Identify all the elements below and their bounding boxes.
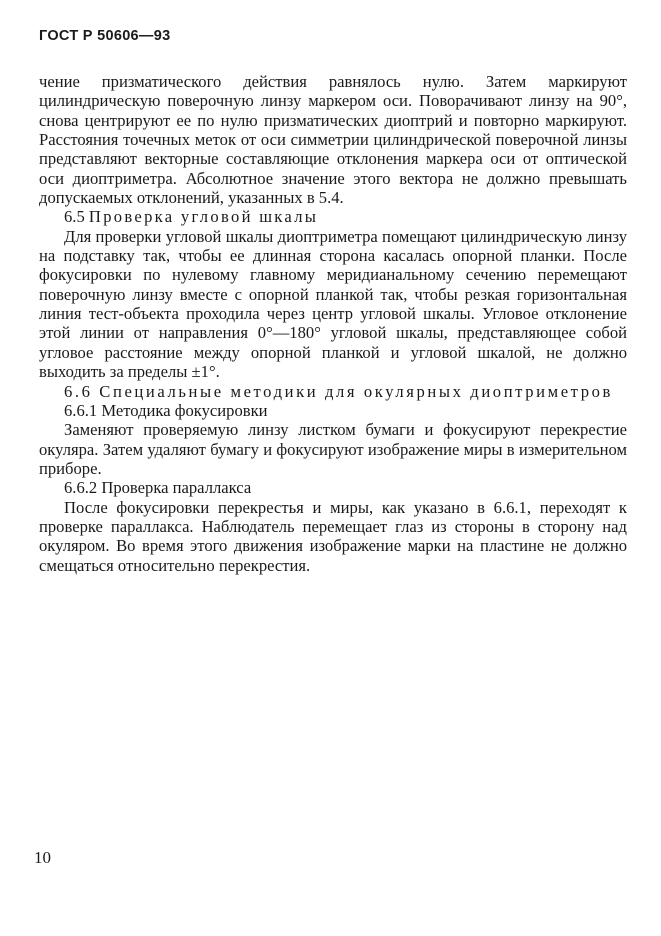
paragraph-continuation: чение призматического действия равнялось нулю. Затем маркируют цилиндрическую поверочную линзу маркером оси. Поворачивают линзу на 90°, снова центрируют ее по нулю призматических диоптрий и повторно маркируют. Расстояния точечных меток от оси симметрии цилиндрической поверочной линзы представляют векторные составляющие отклонения маркера оси от оптической оси диоптриметра. Абсолютное значение этого вектора не должно превышать допускаемых отклонений, указанных в 5.4. xyxy=(39,72,627,208)
standard-designation: ГОСТ Р 50606—93 xyxy=(39,28,171,44)
section-number: 6.6.2 xyxy=(64,478,98,498)
section-text-6-6-2: После фокусировки перекрестья и миры, как указано в 6.6.1, переходят к проверке параллакса. Наблюдатель перемещает глаз из стороны в сторону над окуляром. Во время этого движения изображение марки на пластине не должно смещаться относительно перекрестия. xyxy=(39,497,627,575)
document-body xyxy=(39,72,627,575)
section-title: Проверка параллакса xyxy=(101,478,252,498)
page-number: 10 xyxy=(34,848,51,867)
section-number: 6.6.1 xyxy=(64,400,98,420)
section-heading-6-6 xyxy=(39,382,627,401)
section-title: Методика фокусировки xyxy=(101,400,268,420)
section-text-6-5: Для проверки угловой шкалы диоптриметра помещают цилиндрическую линзу на подставку так, чтобы ее длинная сторона касалась опорной планки. После фокусировки по нулевому главному меридианальному сечению перемещают поверочную линзу вместе с опорной планкой так, чтобы резкая горизонтальная линия тест-объекта проходила через центр угловой шкалы. Угловое отклонение этой линии от направления 0°—180° угловой шкалы, представляющее собой угловое расстояние между опорной планкой и угловой шкалой, не должно выходить за пределы ±1°. xyxy=(39,226,627,382)
document-header xyxy=(39,28,170,44)
section-text-6-6-1: Заменяют проверяемую линзу листком бумаги и фокусируют перекрестие окуляра. Затем удаляют бумагу и фокусируют изображение миры в измерительном приборе. xyxy=(39,420,627,478)
section-number: 6.5 xyxy=(64,207,85,227)
section-number: 6.6 xyxy=(64,381,93,401)
section-title: Проверка угловой шкалы xyxy=(88,207,319,227)
section-heading-6-5 xyxy=(39,207,627,226)
section-heading-6-6-2 xyxy=(39,478,627,497)
section-title: Специальные методики для окулярных диоптриметров xyxy=(99,381,613,401)
section-heading-6-6-1 xyxy=(39,401,627,420)
